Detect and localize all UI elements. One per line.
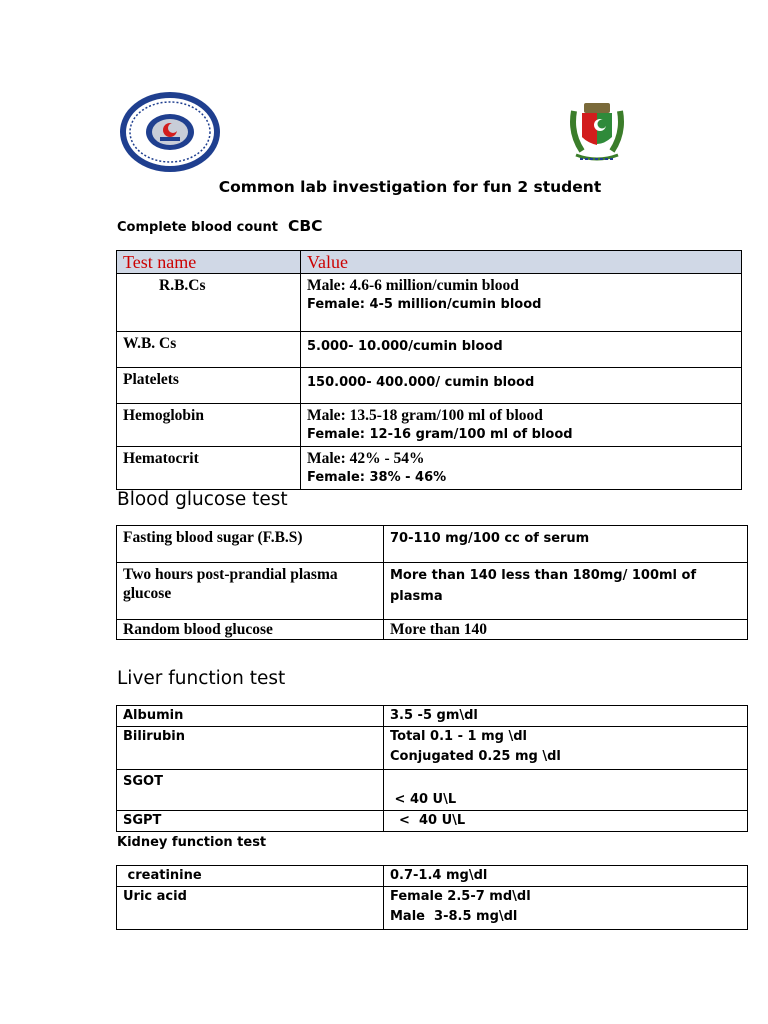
test-value: 150.000- 400.000/ cumin blood xyxy=(301,368,742,404)
test-value xyxy=(384,727,748,770)
test-value xyxy=(301,274,742,332)
test-name: Albumin xyxy=(117,706,384,727)
test-value: < 40 U\L xyxy=(384,811,748,832)
table-row xyxy=(117,368,742,404)
table-row xyxy=(117,447,742,490)
cbc-table xyxy=(116,250,742,490)
table-row xyxy=(117,563,748,620)
value-line: Male: 13.5-18 gram/100 ml of blood xyxy=(307,407,543,424)
cbc-heading-text: Complete blood count xyxy=(117,220,278,235)
test-value: More than 140 xyxy=(384,620,748,640)
cbc-heading xyxy=(117,217,323,235)
test-value: 70-110 mg/100 cc of serum xyxy=(384,526,748,563)
value-line xyxy=(390,770,741,790)
value-line: Male: 42% - 54% xyxy=(307,450,425,467)
cbc-abbreviation: CBC xyxy=(287,217,323,235)
header-value: Value xyxy=(301,251,742,274)
table-row xyxy=(117,706,748,727)
table-row xyxy=(117,526,748,563)
test-value: More than 140 less than 180mg/ 100ml of plasma xyxy=(384,563,748,620)
value-line: Total 0.1 - 1 mg \dl xyxy=(390,729,527,744)
value-line: Female 2.5-7 md\dl xyxy=(390,889,531,904)
college-logo xyxy=(566,97,628,169)
glucose-table xyxy=(116,525,748,640)
table-header-row xyxy=(117,251,742,274)
value-line: Conjugated 0.25 mg \dl xyxy=(390,749,561,764)
test-name: Two hours post-prandial plasma glucose xyxy=(117,563,384,620)
value-line: Female: 38% - 46% xyxy=(307,470,447,485)
table-row xyxy=(117,770,748,811)
value-line: Male: 4.6-6 million/cumin blood xyxy=(307,277,519,294)
liver-heading: Liver function test xyxy=(117,668,286,689)
test-name: Hematocrit xyxy=(117,447,301,490)
table-row xyxy=(117,332,742,368)
table-row xyxy=(117,866,748,887)
test-name: Uric acid xyxy=(117,887,384,930)
test-value xyxy=(301,404,742,447)
test-name: R.B.Cs xyxy=(117,274,301,332)
test-value xyxy=(301,447,742,490)
table-row xyxy=(117,727,748,770)
department-logo xyxy=(118,90,222,174)
test-name: Random blood glucose xyxy=(117,620,384,640)
test-value: 3.5 -5 gm\dl xyxy=(384,706,748,727)
liver-table xyxy=(116,705,748,832)
kidney-heading: Kidney function test xyxy=(117,835,267,850)
value-line: Female: 4-5 million/cumin blood xyxy=(307,297,542,312)
table-row xyxy=(117,811,748,832)
table-row xyxy=(117,404,742,447)
glucose-heading: Blood glucose test xyxy=(117,489,288,510)
test-value: 0.7-1.4 mg\dl xyxy=(384,866,748,887)
table-row xyxy=(117,620,748,640)
test-value xyxy=(384,770,748,811)
header-test-name: Test name xyxy=(117,251,301,274)
test-name: SGOT xyxy=(117,770,384,811)
value-line: Male 3-8.5 mg\dl xyxy=(390,909,518,924)
test-name: creatinine xyxy=(117,866,384,887)
kidney-table xyxy=(116,865,748,930)
test-name: Hemoglobin xyxy=(117,404,301,447)
table-row xyxy=(117,887,748,930)
test-value: 5.000- 10.000/cumin blood xyxy=(301,332,742,368)
test-name: Platelets xyxy=(117,368,301,404)
test-name: Bilirubin xyxy=(117,727,384,770)
table-row xyxy=(117,274,742,332)
document-title: Common lab investigation for fun 2 student xyxy=(218,178,602,196)
test-name: Fasting blood sugar (F.B.S) xyxy=(117,526,384,563)
test-name: W.B. Cs xyxy=(117,332,301,368)
test-value xyxy=(384,887,748,930)
test-name: SGPT xyxy=(117,811,384,832)
value-line: < 40 U\L xyxy=(390,792,457,807)
value-line: Female: 12-16 gram/100 ml of blood xyxy=(307,427,573,442)
